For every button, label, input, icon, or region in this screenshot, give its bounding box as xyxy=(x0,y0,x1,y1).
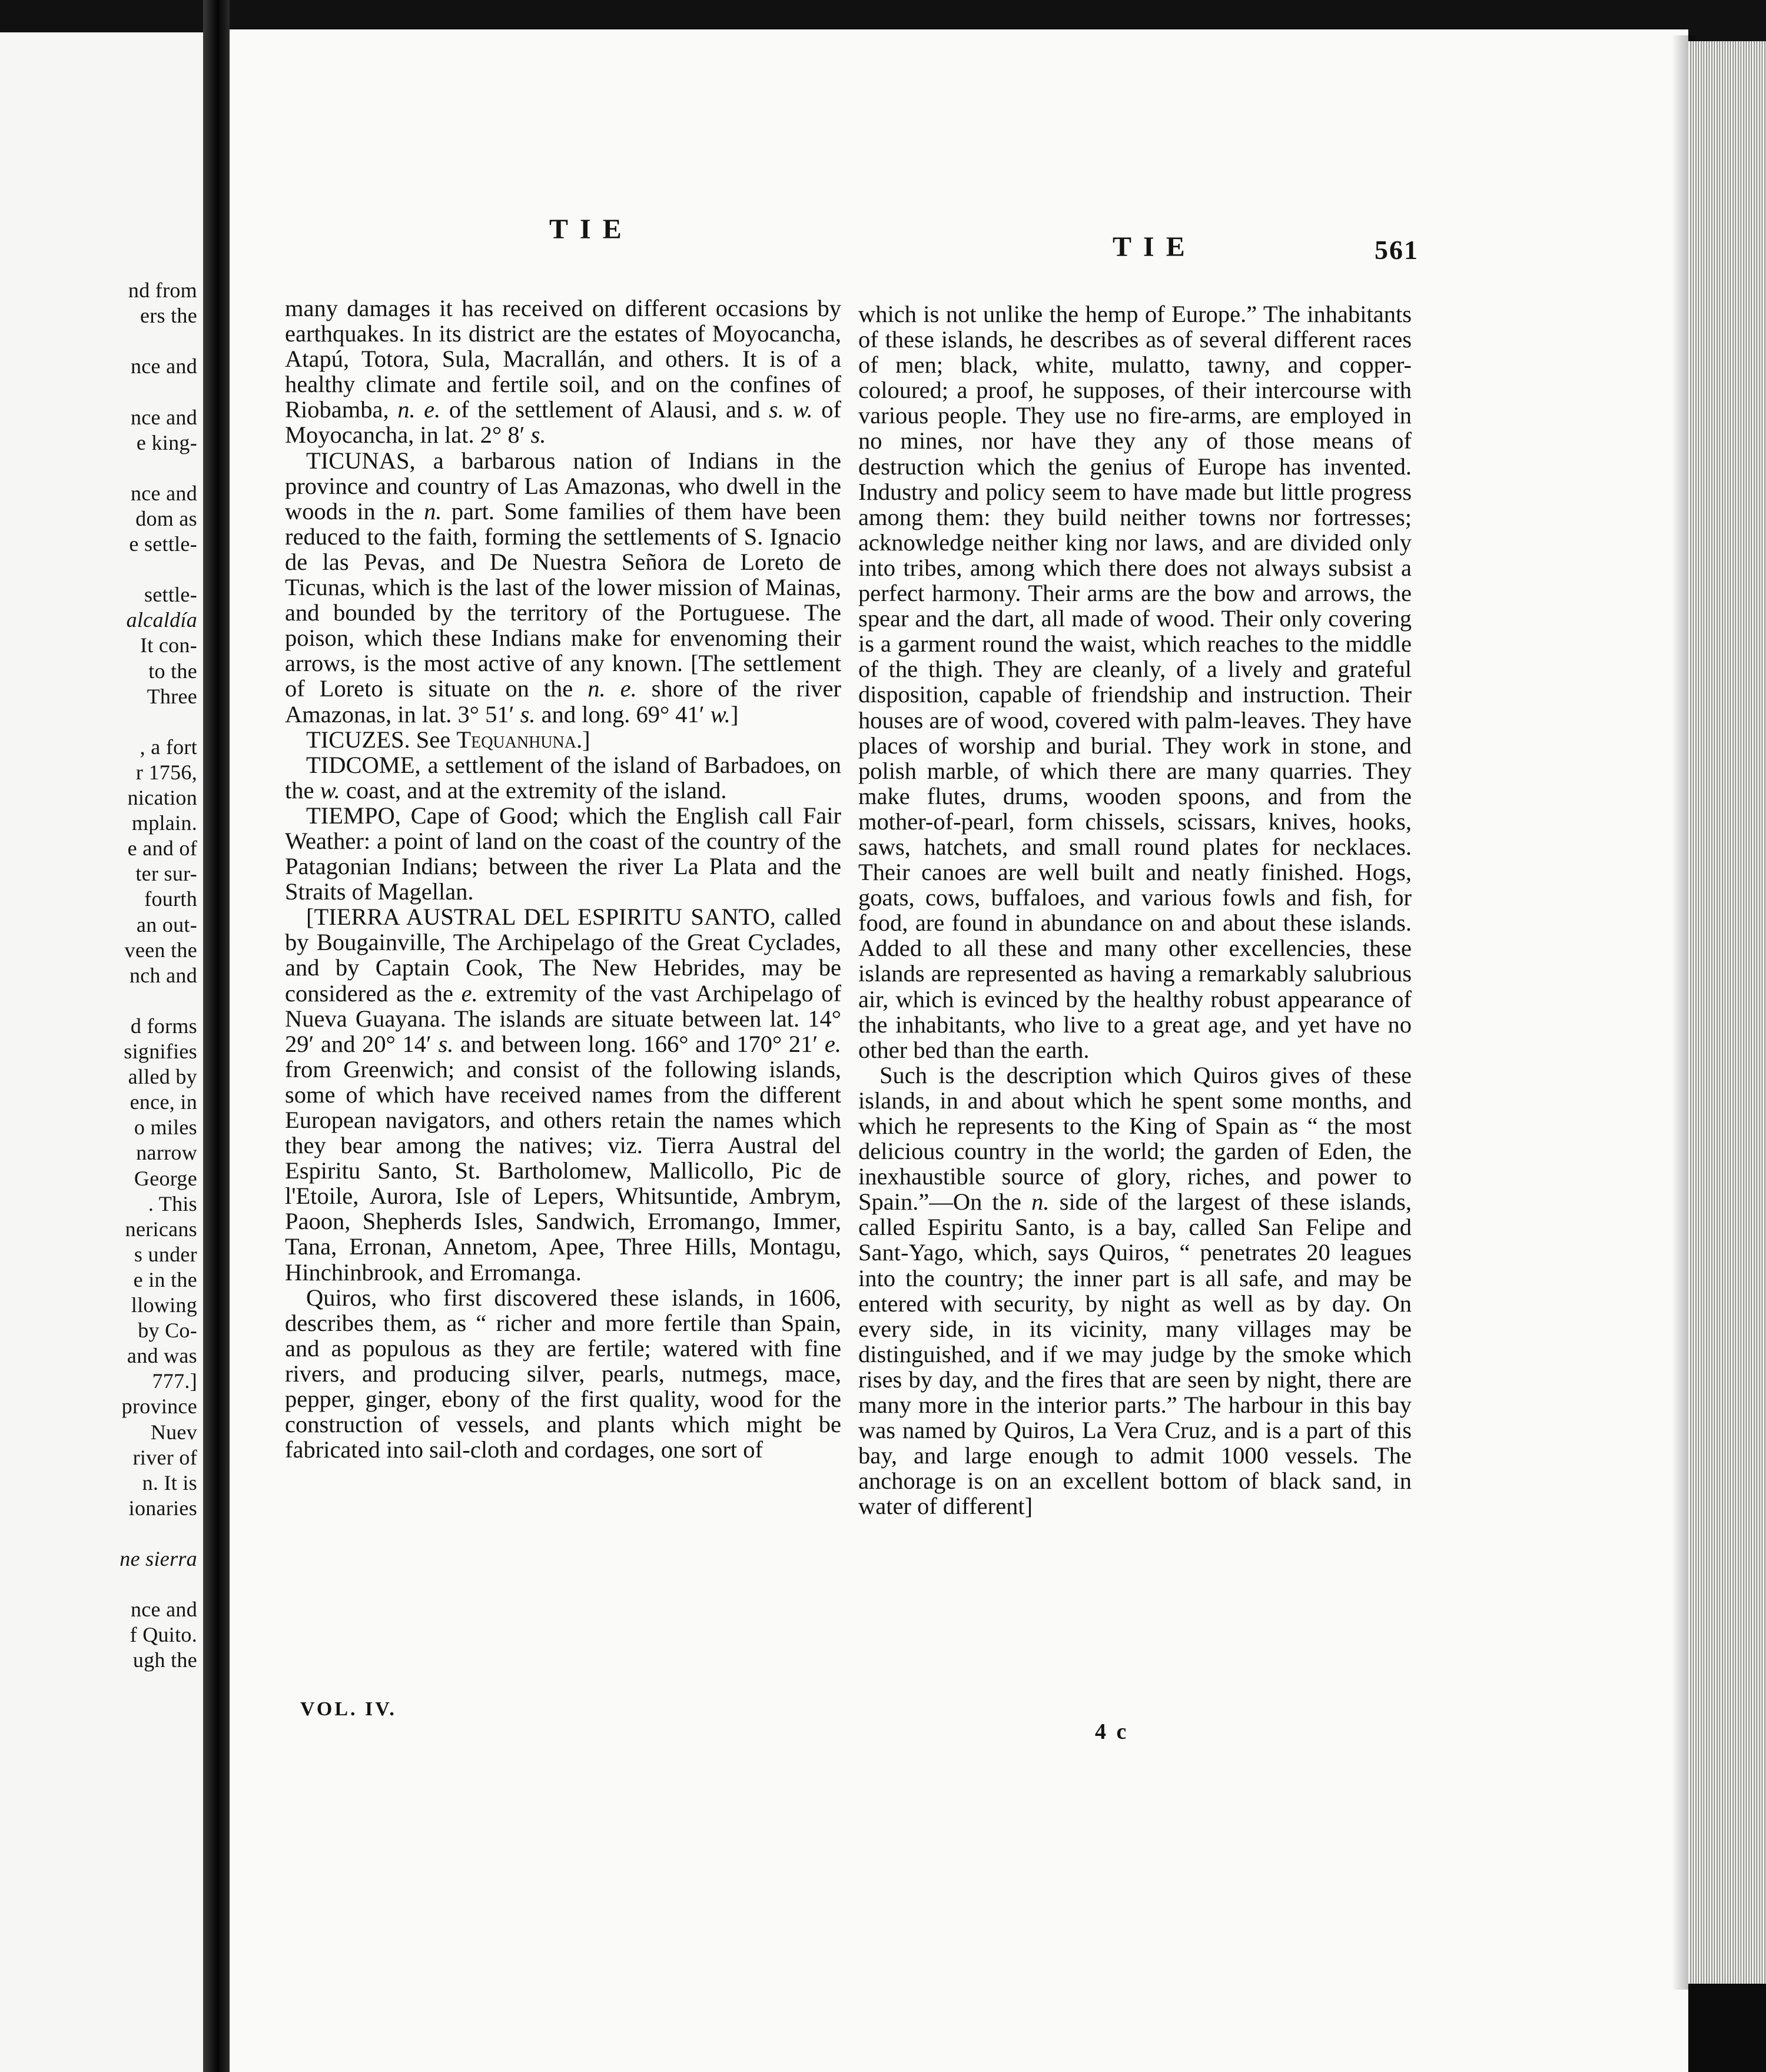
left-page-line: nce and xyxy=(130,1598,197,1622)
left-page-line: nce and xyxy=(130,481,197,505)
left-page-line: . This xyxy=(148,1191,197,1216)
paragraph xyxy=(285,803,841,904)
left-page-line: signifies xyxy=(124,1040,197,1063)
left-page-line: e and of xyxy=(127,836,197,861)
entry-text: extremity of the vast Archipelago of Nueva Guayana. The islands are situate between lat. 14° 29′ and 20° 14′ xyxy=(285,979,841,1057)
left-page-text-fragments xyxy=(0,280,203,1751)
left-page-line: George xyxy=(134,1166,197,1190)
left-page-line: s under xyxy=(134,1242,197,1266)
entry-text: called by Bougainville, The Archipelago of the Great Cyclades, and by Captain Cook, The New Hebrides, may be considered as the xyxy=(285,904,841,1007)
entry-text: which is not unlike the hemp of Europe.” The inhabitants of these islands, he describes as of several different races of men; black, white, mulatto, tawny, and copper-coloured; a proof, he supposes, of their intercourse with various people. They use no fire-arms, are employed in no mines, nor have they any of those means of destruction which the genius of Europe has invented. Industry and policy seem to have made but little progress among them: they build neither towns nor fortresses; acknowledge neither king nor laws, and are divided only into tribes, among which there does not always subsist a perfect harmony. Their arms are the bow and arrows, the spear and the dart, all made of wood. Their only covering is a garment round the waist, which reaches to the middle of the thigh. They are cleanly, of a lively and grateful disposition, capable of friendship and instruction. Their houses are of wood, covered with palm-leaves. They have places of worship and burial. They work in stone, and polish marble, of which there are many quarries. They make flutes, drums, wooden spoons, and from the mother-of-pearl, form chissels, scissars, knives, hooks, saws, hatchets, and small round plates for necklaces. Their canoes are well built and neatly finished. Hogs, goats, cows, buffaloes, and various fowls and fish, for food, are found in abundance on and about these islands. Added to all these and many other excellencies, these islands are represented as having a remarkably salubrious air, which is evinced by the healthy robust appearance of the inhabitants, who live to a great age, and yet have no other bed than the earth. xyxy=(858,301,1412,1063)
entry-text: part. Some families of them have been reduced to the faith, forming the settlements of S. Ignacio de las Pevas, and De Nuestra Señora de Loreto de Ticunas, which is the last of the lower mission of Mainas, and bounded by the territory of the Portuguese. The poison, which these Indians make for envenoming their arrows, is the most active of any known. [The settlement of Loreto is situate on the xyxy=(285,497,841,702)
left-page-line: to the xyxy=(148,659,197,683)
entry-text: and long. 69° 41′ xyxy=(535,700,711,728)
italic-abbreviation: s. w. xyxy=(769,396,813,423)
left-page-fragment xyxy=(0,32,203,2072)
entry-text: Such is the description which Quiros gives of these islands, in and about which he spent some months, and which he represents to the King of Spain as “ the most delicious country in the world; the garden of Eden, the inexhaustible source of glory, riches, and power to Spain.”—On the xyxy=(858,1061,1412,1216)
left-page-line: f Quito. xyxy=(130,1623,197,1647)
book-gutter xyxy=(203,0,230,2072)
entry-text: .] xyxy=(576,726,590,753)
paragraph xyxy=(285,1285,841,1463)
paragraph xyxy=(285,448,841,727)
left-page-line: ne sierra xyxy=(119,1547,197,1570)
entry-headword: TIDCOME, xyxy=(306,751,421,778)
italic-abbreviation: n. e. xyxy=(587,675,637,702)
left-page-line: by Co- xyxy=(138,1319,197,1343)
left-page-line: an out- xyxy=(136,912,197,937)
left-page-line: ter sur- xyxy=(135,862,197,886)
left-page-line: alcaldía xyxy=(126,608,197,632)
paragraph xyxy=(285,752,841,803)
entry-text: many damages it has received on different occasions by earthquakes. In its district are the estates of Moyocancha, Atapú, Totora, Sula, Macrallán, and others. It is of a healthy climate and fertile soil, and on the confines of Riobamba, xyxy=(285,295,841,423)
left-page-line: e settle- xyxy=(129,532,197,556)
italic-abbreviation: w. xyxy=(710,700,731,728)
left-page-line: ugh the xyxy=(132,1648,197,1672)
left-page-line: ionaries xyxy=(128,1496,197,1520)
footer-signature: 4 c xyxy=(1095,1719,1129,1744)
entry-text: a barbarous nation of Indians in the province and country of Las Amazonas, who dwell in the woods in the xyxy=(285,447,841,524)
entry-headword: [TIERRA AUSTRAL DEL ESPIRITU SANTO, xyxy=(306,904,776,931)
left-page-line: d forms xyxy=(130,1014,197,1038)
entry-text: a settlement of the island of Barbadoes, on the xyxy=(285,751,841,803)
entry-text: Cape of Good; which the English call Fair Weather: a point of land on the coast of the country of the Patagonian Indians; between the river La Plata and the Straits of Magellan. xyxy=(285,802,841,905)
left-page-line: It con- xyxy=(140,633,197,658)
text-column-right xyxy=(858,301,1412,1519)
entry-text: Quiros, who first discovered these islands, in 1606, describes them, as “ richer and more fertile than Spain, and as populous as they are fertile; watered with fine rivers, and producing silver, pearls, nutmegs, mace, pepper, ginger, ebony of the first quality, wood for the construction of vessels, and plants which might be fabricated into sail-cloth and cordages, one sort of xyxy=(285,1284,841,1463)
left-page-line: province xyxy=(121,1394,197,1419)
italic-abbreviation: e. xyxy=(824,1030,842,1057)
entry-text: of Moyocancha, in lat. 2° 8′ xyxy=(285,396,841,449)
entry-text: from Greenwich; and consist of the following islands, some of which have received names from the different European navigators, and others retain the names which they bear among the natives; viz. Tierra Austral del Espiritu Santo, St. Bartholomew, Mallicollo, Pic de l'Etoile, Aurora, Isle of Lepers, Whitsuntide, Ambrym, Paoon, Shepherds Isles, Sandwich, Erromango, Immer, Tana, Erronan, Annetom, Apee, Three Hills, Montagu, Hinchinbrook, and Erromanga. xyxy=(285,1055,841,1286)
entry-text: of the settlement of Alausi, and xyxy=(440,396,769,423)
entry-text: ] xyxy=(730,700,739,728)
left-page-line: Nuev xyxy=(150,1420,197,1444)
header-right: TIE xyxy=(1113,231,1197,263)
left-page-line: n. It is xyxy=(142,1470,197,1495)
header-left: TIE xyxy=(549,214,633,245)
italic-abbreviation: s. xyxy=(530,421,546,449)
left-page-line: nd from xyxy=(128,280,197,302)
left-page-line: and was xyxy=(127,1344,197,1368)
background-corner xyxy=(1688,1984,1766,2072)
page-number: 561 xyxy=(1375,235,1419,265)
entry-text: See xyxy=(410,726,457,753)
left-page-line: nericans xyxy=(125,1217,197,1241)
left-page-line: 777.] xyxy=(152,1369,197,1393)
left-page-line: Three xyxy=(147,684,197,708)
italic-abbreviation: s. xyxy=(520,700,536,728)
italic-abbreviation: e. xyxy=(461,979,478,1007)
left-page-line: mplain. xyxy=(131,811,197,835)
left-page-line: fourth xyxy=(144,887,197,911)
left-page-line: e in the xyxy=(133,1267,197,1291)
left-page-line: nce and xyxy=(130,354,197,378)
left-page-line: nch and xyxy=(129,963,197,987)
paragraph xyxy=(285,295,841,448)
left-page-line: veen the xyxy=(124,938,197,962)
entry-text: side of the largest of these islands, called Espiritu Santo, is a bay, called San Felipe and Sant-Yago, which, says Quiros, “ penetrates 20 leagues into the country; the inner part is all safe, and may be entered with security, by night as well as by day. On every side, in its vicinity, many villages may be distinguished, and if we may judge by the smoke which rises by day, and the fires that are seen by night, there are many more in the interior parts.” The harbour in this bay was named by Quiros, La Vera Cruz, and is a part of this bay, and large enough to admit 1000 vessels. The anchorage is on an excellent bottom of black sand, in water of different] xyxy=(858,1188,1412,1520)
left-page-line: , a fort xyxy=(140,735,197,759)
left-page-line: river of xyxy=(132,1445,197,1469)
left-page-line: ence, in xyxy=(130,1090,197,1114)
left-page-line: nce and xyxy=(130,405,197,429)
text-column-left xyxy=(285,295,841,1462)
left-page-line: llowing xyxy=(131,1293,197,1317)
entry-headword: TICUNAS, xyxy=(306,447,416,474)
paragraph xyxy=(285,727,841,752)
paragraph xyxy=(285,904,841,1284)
entry-headword: TICUZES. xyxy=(306,726,410,753)
entry-text: and between long. 166° and 170° 21′ xyxy=(453,1030,825,1057)
italic-abbreviation: n. xyxy=(1031,1188,1050,1216)
entry-text: coast, and at the extremity of the island. xyxy=(340,776,727,803)
left-page-line: alled by xyxy=(128,1065,197,1089)
footer-volume: VOL. IV. xyxy=(300,1698,397,1720)
left-page-line: ers the xyxy=(140,304,197,328)
entry-text: shore of the river Amazonas, in lat. 3° 51′ xyxy=(285,675,841,728)
left-page-line: nication xyxy=(127,786,197,809)
left-page-line: narrow xyxy=(136,1141,197,1165)
left-page-line: e king- xyxy=(136,430,197,454)
main-page xyxy=(230,29,1688,2072)
left-page-line: o miles xyxy=(134,1115,197,1140)
cross-reference: Tequanhuna xyxy=(456,726,576,753)
page-stack-edges xyxy=(1688,41,1766,1984)
italic-abbreviation: n. e. xyxy=(397,396,441,423)
paragraph xyxy=(858,1062,1412,1519)
entry-headword: TIEMPO, xyxy=(306,802,401,829)
left-page-line: dom as xyxy=(135,506,197,530)
italic-abbreviation: w. xyxy=(320,776,340,803)
italic-abbreviation: n. xyxy=(424,497,442,524)
paragraph xyxy=(858,301,1412,1062)
left-page-line: r 1756, xyxy=(135,760,197,784)
italic-abbreviation: s. xyxy=(438,1030,454,1057)
left-page-line: settle- xyxy=(144,583,197,607)
